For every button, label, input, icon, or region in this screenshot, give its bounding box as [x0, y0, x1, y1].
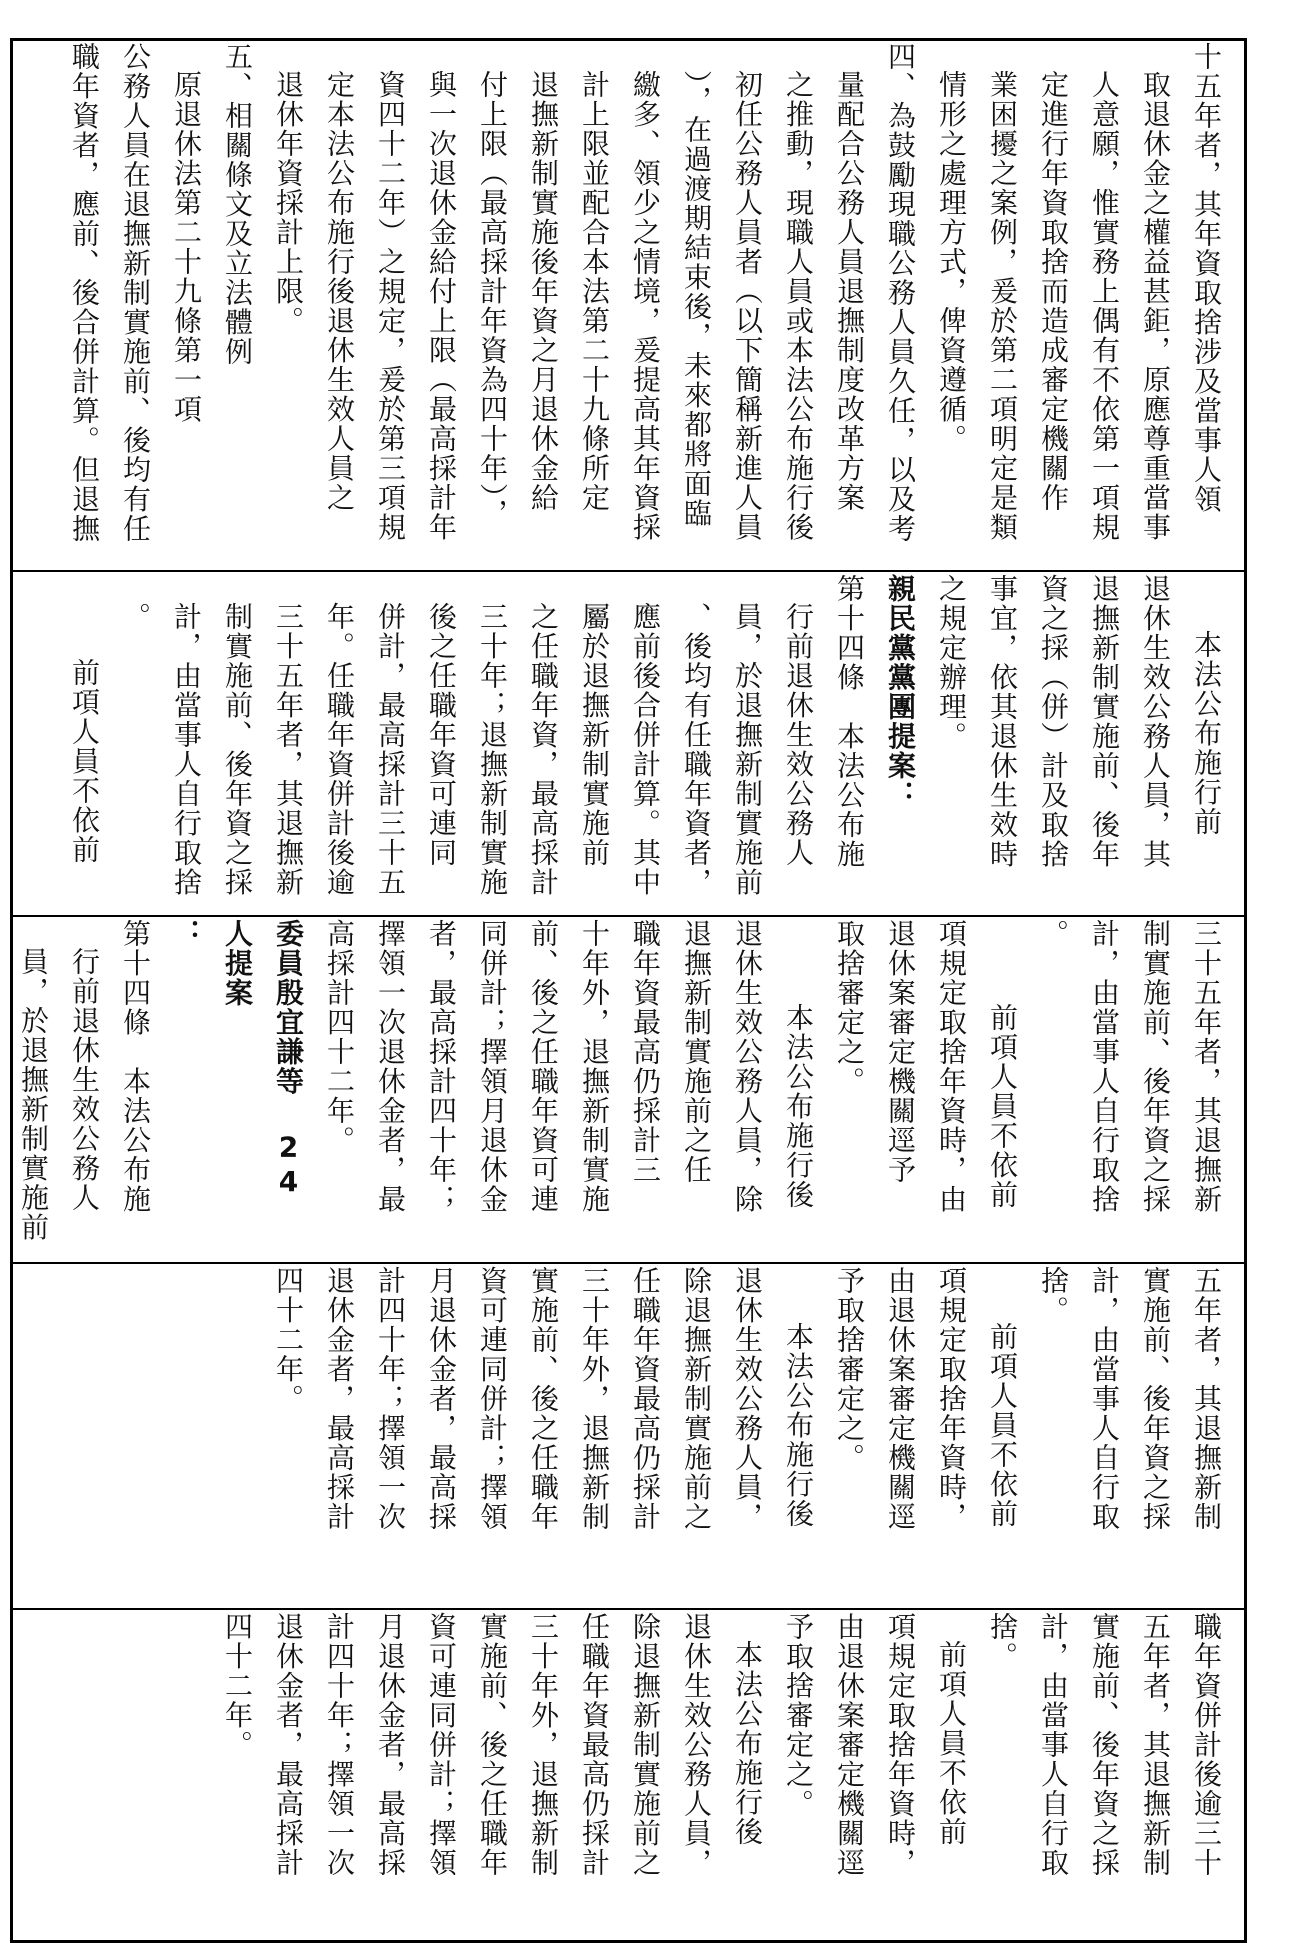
text-line: 項規定取捨年資時， — [935, 1266, 968, 1532]
text-line: 退撫新制實施前、後年 — [1088, 574, 1121, 869]
text-line: 除退撫新制實施前之 — [680, 1266, 713, 1532]
text-line: 予取捨審定之。 — [782, 1612, 815, 1819]
text-line: 定本法公布施行後退休生效人員之 — [323, 70, 356, 513]
text-line: 五年者，其退撫新制 — [1139, 1612, 1172, 1878]
text-line: 原退休法第二十九條第一項 — [170, 70, 203, 424]
text-line: 退休金者，最高採計 — [272, 1612, 305, 1878]
text-line: 前項人員不依前 — [986, 1322, 1019, 1529]
text-line: 員，於退撫新制實施前 — [731, 602, 764, 897]
text-line: 前項人員不依前 — [68, 658, 101, 865]
text-line: 資可連同併計；擇領 — [425, 1612, 458, 1878]
text-line: 月退休金者，最高採 — [425, 1266, 458, 1532]
text-line: 四、為鼓勵現職公務人員久任，以及考 — [884, 42, 917, 544]
text-line: 捨。 — [986, 1612, 1019, 1671]
text-line: 、後均有任職年資者， — [680, 602, 713, 897]
text-line: 三十年外，退撫新制 — [527, 1612, 560, 1878]
text-line: 制實施前、後年資之採 — [221, 602, 254, 897]
text-line: 付上限（最高採計年資為四十年）， — [476, 70, 509, 528]
text-line: 五年者，其退撫新制 — [1190, 1266, 1223, 1532]
text-line: 第十四條 本法公布施 — [833, 574, 866, 869]
text-line: 繳多、領少之情境，爰提高其年資採 — [629, 70, 662, 542]
text-line: 任職年資最高仍採計 — [578, 1612, 611, 1878]
text-line: 取退休金之權益甚鉅，原應尊重當事 — [1139, 70, 1172, 542]
text-line: ： — [170, 919, 203, 949]
text-line: 計，由當事人自行取 — [1088, 1266, 1121, 1532]
text-line: 量配合公務人員退撫制度改革方案 — [833, 70, 866, 513]
text-line: 行前退休生效公務人 — [68, 947, 101, 1213]
text-line: 前項人員不依前 — [986, 1003, 1019, 1210]
text-line: 資四十二年）之規定，爰於第三項規 — [374, 70, 407, 542]
text-line: 與一次退休金給付上限（最高採計年 — [425, 70, 458, 542]
proposal-column-4 — [22, 574, 1232, 912]
column-divider-4 — [12, 1608, 1246, 1610]
text-line: 本法公布施行前 — [1190, 630, 1223, 837]
text-line: 退休生效公務人員，除 — [731, 919, 764, 1214]
text-line: 擇領一次退休金者，最 — [374, 919, 407, 1214]
text-line: 職年資者，應前、後合併計算。但退撫 — [68, 42, 101, 544]
text-line: 實施前、後之任職年 — [527, 1266, 560, 1532]
text-line: 之規定辦理。 — [935, 574, 968, 751]
text-line: 三十年外，退撫新制 — [578, 1266, 611, 1532]
text-line: 計四十年；擇領一次 — [374, 1266, 407, 1532]
text-line: 計上限並配合本法第二十九條所定 — [578, 70, 611, 513]
text-line: 計，由當事人自行取捨 — [1088, 919, 1121, 1214]
text-line: 由退休案審定機關逕 — [833, 1612, 866, 1878]
text-line: 之任職年資，最高採計 — [527, 602, 560, 897]
text-line: 同併計；擇領月退休金 — [476, 919, 509, 1214]
text-line: 取捨審定之。 — [833, 919, 866, 1096]
proposal-column-3 — [17, 919, 1232, 1259]
explanation-column — [22, 42, 1232, 566]
text-line: 實施前、後年資之採 — [1139, 1266, 1172, 1532]
text-line: 五、相關條文及立法體例 — [221, 42, 254, 367]
text-line: 三十年；退撫新制實施 — [476, 602, 509, 897]
text-line: 高採計四十二年。 — [323, 919, 356, 1155]
text-line: 實施前、後年資之採 — [1088, 1612, 1121, 1878]
text-line: 計，由當事人自行取 — [1037, 1612, 1070, 1878]
proposal-heading: 親民黨黨團提案： — [884, 574, 917, 810]
text-line: ），在過渡期結束後，未來都將面臨 — [680, 70, 713, 528]
text-line: 定進行年資取捨而造成審定機關作 — [1037, 70, 1070, 513]
text-line: 除退撫新制實施前之 — [629, 1612, 662, 1878]
text-line: 前項人員不依前 — [935, 1640, 968, 1847]
text-line: 由退休案審定機關逕 — [884, 1266, 917, 1532]
table-right-border — [1244, 38, 1247, 1943]
text-line: 職年資併計後逾三十 — [1190, 1612, 1223, 1878]
text-line: 四十二年。 — [221, 1612, 254, 1760]
text-line: 項規定取捨年資時，由 — [935, 919, 968, 1214]
text-line: 本法公布施行後 — [782, 1322, 815, 1529]
text-line: 計四十年；擇領一次 — [323, 1612, 356, 1878]
text-line: 退休年資採計上限。 — [272, 70, 305, 336]
text-line: 員，於退撫新制實施前 — [17, 947, 50, 1242]
text-line: 併計，最高採計三十五 — [374, 602, 407, 897]
table-top-rule — [12, 38, 1246, 41]
text-line: 十五年者，其年資取捨涉及當事人領 — [1190, 42, 1223, 514]
column-divider-1 — [12, 570, 1246, 572]
text-line: 後之任職年資可連同 — [425, 602, 458, 868]
text-line: 第十四條 本法公布施 — [119, 919, 152, 1214]
text-line: 十年外，退撫新制實施 — [578, 919, 611, 1214]
text-line: 人意願，惟實務上偶有不依第一項規 — [1088, 70, 1121, 542]
text-line: 項規定取捨年資時， — [884, 1612, 917, 1878]
proposal-column-1 — [22, 1612, 1232, 1937]
text-line: 應前後合併計算。其中 — [629, 602, 662, 897]
text-line: 退休案審定機關逕予 — [884, 919, 917, 1185]
text-line: 三十五年者，其退撫新 — [1190, 919, 1223, 1214]
text-line: 退撫新制實施後年資之月退休金給 — [527, 70, 560, 513]
text-line: 初任公務人員者（以下簡稱新進人員 — [731, 70, 764, 542]
column-divider-2 — [12, 915, 1246, 917]
text-line: 任職年資最高仍採計 — [629, 1266, 662, 1532]
text-line: 情形之處理方式，俾資遵循。 — [935, 70, 968, 454]
text-line: 行前退休生效公務人 — [782, 602, 815, 868]
text-line: 資之採（併）計及取捨 — [1037, 574, 1070, 869]
text-line: 屬於退撫新制實施前 — [578, 602, 611, 868]
text-line: 捨。 — [1037, 1266, 1070, 1325]
text-line: 三十五年者，其退撫新 — [272, 602, 305, 897]
text-line: 本法公布施行後 — [782, 1003, 815, 1210]
text-line: 退休金者，最高採計 — [323, 1266, 356, 1532]
text-line: 業困擾之案例，爰於第二項明定是類 — [986, 70, 1019, 542]
text-line: 。 — [1037, 919, 1070, 949]
text-line: 月退休金者，最高採 — [374, 1612, 407, 1878]
text-line: 本法公布施行後 — [731, 1640, 764, 1847]
text-line: 資可連同併計；擇領 — [476, 1266, 509, 1532]
proposal-heading: 委員殷宜謙等 24 人提案 — [221, 919, 305, 1200]
text-line: 退撫新制實施前之任 — [680, 919, 713, 1185]
text-line: 予取捨審定之。 — [833, 1266, 866, 1473]
text-line: 年。任職年資併計後逾 — [323, 602, 356, 897]
text-line: 計，由當事人自行取捨 — [170, 602, 203, 897]
text-line: 退休生效公務人員，其 — [1139, 574, 1172, 869]
text-line: 四十二年。 — [272, 1266, 305, 1414]
text-line: 事宜，依其退休生效時 — [986, 574, 1019, 869]
text-line: 退休生效公務人員， — [731, 1266, 764, 1532]
column-divider-3 — [12, 1262, 1246, 1264]
text-line: 。 — [119, 602, 152, 632]
text-line: 退休生效公務人員， — [680, 1612, 713, 1878]
text-line: 者，最高採計四十年； — [425, 919, 458, 1214]
text-line: 前、後之任職年資可連 — [527, 919, 560, 1214]
text-line: 公務人員在退撫新制實施前、後均有任 — [119, 42, 152, 544]
proposal-column-2 — [22, 1266, 1232, 1605]
text-line: 實施前、後之任職年 — [476, 1612, 509, 1878]
text-line: 制實施前、後年資之採 — [1139, 919, 1172, 1214]
text-line: 職年資最高仍採計三 — [629, 919, 662, 1185]
text-line: 之推動，現職人員或本法公布施行後 — [782, 70, 815, 542]
